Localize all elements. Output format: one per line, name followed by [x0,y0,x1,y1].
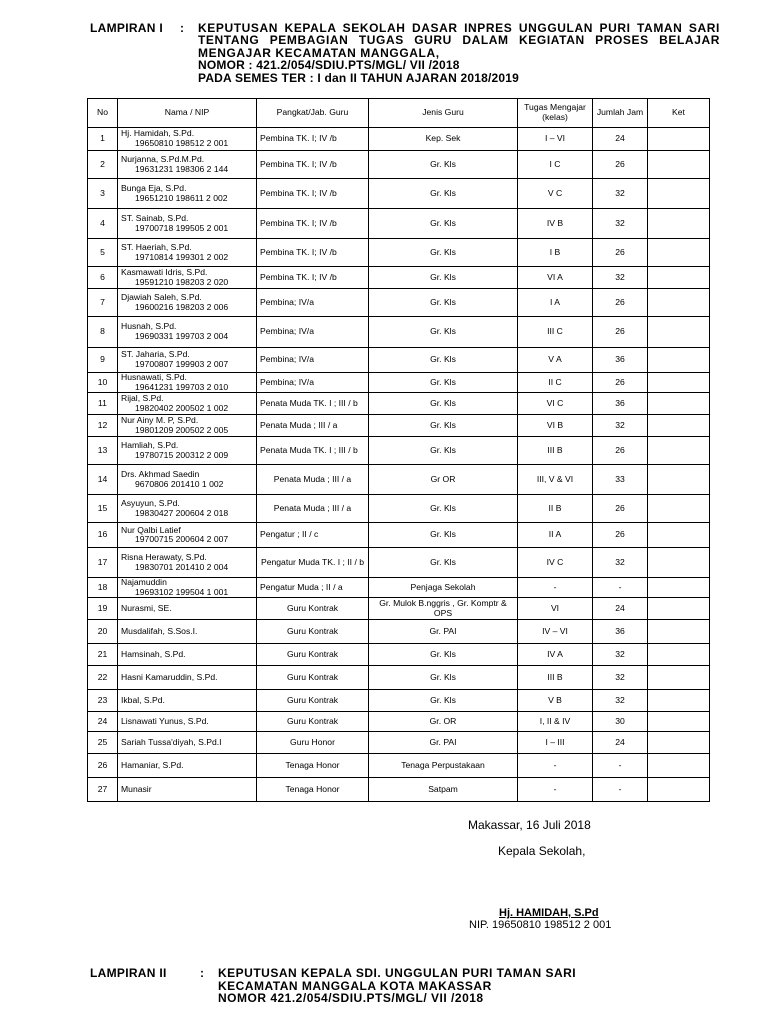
cell-hours: - [593,778,648,802]
cell-hours: 26 [593,523,648,548]
cell-note [648,239,710,267]
cell-class: - [518,578,593,598]
teacher-nip: 19700718 199505 2 001 [135,222,229,233]
cell-rank: Guru Kontrak [257,712,369,732]
cell-rank: Tenaga Honor [257,778,369,802]
cell-no: 22 [88,666,118,690]
cell-note [648,778,710,802]
cell-hours: 26 [593,495,648,523]
col-header-hours: Jumlah Jam [593,99,648,128]
cell-name-nip [118,209,257,239]
cell-teacher-type: Gr. Kls [369,415,518,437]
decree-semester: PADA SEMES TER : I dan II TAHUN AJARAN 2018/2019 [198,70,520,85]
cell-no: 13 [88,437,118,465]
cell-name-nip [118,495,257,523]
cell-hours: 24 [593,128,648,151]
table-row [88,151,710,179]
cell-no: 15 [88,495,118,523]
cell-note [648,644,710,666]
teacher-nip: 9670806 201410 1 002 [135,478,224,489]
teacher-name: Hamliah, S.Pd. [121,440,179,451]
cell-name-nip [118,289,257,317]
teacher-name: Rijal, S.Pd. [121,393,164,404]
teacher-name: Kasmawati Idris, S.Pd. [121,266,208,277]
cell-class: III B [518,437,593,465]
cell-name-nip [118,712,257,732]
cell-note [648,179,710,209]
cell-name-nip [118,644,257,666]
table-row [88,644,710,666]
cell-name-nip [118,465,257,495]
cell-teacher-type: Gr. PAI [369,732,518,754]
cell-note [648,666,710,690]
teacher-name: ST. Jaharia, S.Pd. [121,349,190,360]
teacher-nip: 19780715 200312 2 009 [135,449,229,460]
cell-hours: 26 [593,317,648,348]
decree-title-line: MENGAJAR KECAMATAN MANGGALA, [198,45,440,60]
table-body [88,128,710,802]
cell-hours: 26 [593,437,648,465]
cell-no: 14 [88,465,118,495]
cell-class: VI B [518,415,593,437]
cell-class: I – III [518,732,593,754]
cell-note [648,415,710,437]
cell-rank: Guru Honor [257,732,369,754]
cell-note [648,151,710,179]
cell-teacher-type: Gr. Kls [369,317,518,348]
cell-teacher-type: Satpam [369,778,518,802]
teacher-nip: 19641231 199703 2 010 [135,381,229,392]
cell-name-nip [118,437,257,465]
cell-teacher-type: Gr. Kls [369,690,518,712]
cell-no: 3 [88,179,118,209]
table-row [88,317,710,348]
col-header-class: Tugas Mengajar (kelas) [518,99,593,128]
teacher-name: Drs. Akhmad Saedin [121,469,200,480]
decree-title [198,22,720,84]
cell-teacher-type: Gr. Kls [369,151,518,179]
cell-teacher-type: Gr. Kls [369,548,518,578]
cell-teacher-type: Gr. PAI [369,620,518,644]
teacher-name: ST. Haeriah, S.Pd. [121,241,192,252]
teacher-name: Nur Ainy M. P, S.Pd. [121,415,199,426]
cell-note [648,495,710,523]
teacher-name: Husnah, S.Pd. [121,321,177,332]
cell-name-nip [118,239,257,267]
cell-rank: Pengatur Muda TK. I ; II / b [257,548,369,578]
cell-note [648,209,710,239]
cell-rank: Guru Kontrak [257,666,369,690]
cell-note [648,465,710,495]
table-row [88,437,710,465]
teacher-name: Musdalifah, S.Sos.I. [121,626,198,637]
cell-class: VI A [518,267,593,289]
cell-class: - [518,778,593,802]
cell-teacher-type: Gr. Kls [369,495,518,523]
cell-hours: 36 [593,348,648,373]
cell-hours: 26 [593,373,648,393]
cell-class: - [518,754,593,778]
teacher-name: Munasir [121,784,152,795]
teacher-name: Hamsinah, S.Pd. [121,649,186,660]
col-header-note: Ket [648,99,710,128]
cell-name-nip [118,128,257,151]
cell-no: 6 [88,267,118,289]
teacher-nip: 19710814 199301 2 002 [135,251,229,262]
cell-no: 18 [88,578,118,598]
cell-rank: Pengatur Muda ; II / a [257,578,369,598]
teacher-nip: 19830701 201410 2 004 [135,561,229,572]
cell-class: IV C [518,548,593,578]
cell-rank: Pembina; IV/a [257,289,369,317]
cell-rank: Pembina; IV/a [257,317,369,348]
table-row [88,712,710,732]
cell-class: V C [518,179,593,209]
teacher-name: Djawiah Saleh, S.Pd. [121,291,202,302]
cell-class: I, II & IV [518,712,593,732]
cell-name-nip [118,393,257,415]
table-row [88,666,710,690]
table-row [88,598,710,620]
cell-rank: Penata Muda TK. I ; III / b [257,393,369,415]
cell-no: 5 [88,239,118,267]
cell-note [648,393,710,415]
teacher-nip: 19690331 199703 2 004 [135,331,229,341]
cell-note [648,373,710,393]
footer-colon: : [200,966,204,980]
cell-rank: Guru Kontrak [257,620,369,644]
cell-hours: 36 [593,620,648,644]
cell-hours: 24 [593,598,648,620]
cell-class: V B [518,690,593,712]
cell-class: II A [518,523,593,548]
table-row [88,620,710,644]
cell-hours: 32 [593,644,648,666]
teacher-nip: 19631231 198306 2 144 [135,163,229,174]
cell-name-nip [118,598,257,620]
teacher-nip: 19650810 198512 2 001 [135,138,229,148]
table-row [88,732,710,754]
cell-teacher-type: Gr. Kls [369,267,518,289]
cell-hours: 26 [593,289,648,317]
cell-note [648,712,710,732]
table-row [88,348,710,373]
cell-name-nip [118,778,257,802]
cell-rank: Pengatur ; II / c [257,523,369,548]
cell-class: III C [518,317,593,348]
cell-no: 7 [88,289,118,317]
cell-teacher-type: Gr. Mulok B.nggris , Gr. Komptr & OPS [369,598,518,620]
cell-rank: Penata Muda TK. I ; III / b [257,437,369,465]
cell-teacher-type: Gr. Kls [369,348,518,373]
cell-hours: 32 [593,209,648,239]
cell-name-nip [118,620,257,644]
cell-hours: - [593,754,648,778]
cell-rank: Pembina TK. I; IV /b [257,128,369,151]
cell-class: I A [518,289,593,317]
cell-name-nip [118,179,257,209]
teacher-name: Nurasmi, SE. [121,603,172,614]
teacher-name: ST. Sainab, S.Pd. [121,212,189,223]
cell-no: 10 [88,373,118,393]
col-header-rank: Pangkat/Jab. Guru [257,99,369,128]
cell-no: 2 [88,151,118,179]
cell-no: 4 [88,209,118,239]
teacher-name: Najamuddin [121,577,167,588]
cell-note [648,289,710,317]
cell-class: II C [518,373,593,393]
cell-no: 9 [88,348,118,373]
teacher-name: Hasni Kamaruddin, S.Pd. [121,672,218,683]
cell-no: 19 [88,598,118,620]
cell-no: 12 [88,415,118,437]
signature-place-date: Makassar, 16 Juli 2018 [468,818,591,832]
cell-teacher-type: Gr. Kls [369,289,518,317]
cell-hours: 24 [593,732,648,754]
cell-name-nip [118,523,257,548]
cell-class: V A [518,348,593,373]
cell-hours: 33 [593,465,648,495]
cell-name-nip [118,690,257,712]
cell-note [648,523,710,548]
cell-name-nip [118,548,257,578]
cell-teacher-type: Gr. Kls [369,666,518,690]
cell-note [648,732,710,754]
cell-class: I C [518,151,593,179]
cell-no: 1 [88,128,118,151]
cell-teacher-type: Gr. Kls [369,644,518,666]
cell-name-nip [118,151,257,179]
signatory-nip: NIP. 19650810 198512 2 001 [469,919,612,931]
appendix-2-number: NOMOR 421.2/054/SDIU.PTS/MGL/ VII /2018 [218,991,484,1006]
cell-no: 20 [88,620,118,644]
cell-note [648,548,710,578]
cell-note [648,598,710,620]
appendix-2-title-line: KECAMATAN MANGGALA KOTA MAKASSAR [218,978,492,993]
cell-teacher-type: Gr. Kls [369,437,518,465]
header-colon: : [180,21,184,35]
cell-no: 27 [88,778,118,802]
cell-name-nip [118,732,257,754]
cell-note [648,348,710,373]
cell-no: 11 [88,393,118,415]
table-header-row [88,99,710,128]
cell-rank: Pembina TK. I; IV /b [257,209,369,239]
cell-class: IV – VI [518,620,593,644]
cell-teacher-type: Gr. Kls [369,373,518,393]
cell-class: III, V & VI [518,465,593,495]
teacher-nip: 19700715 200604 2 007 [135,534,229,545]
teacher-name: Nurjanna, S.Pd.M.Pd. [121,153,205,164]
cell-class: II B [518,495,593,523]
decree-title-line: TENTANG PEMBAGIAN TUGAS GURU DALAM KEGIATAN PROSES BELAJAR [198,33,720,48]
table-row [88,373,710,393]
cell-teacher-type: Kep. Sek [369,128,518,151]
cell-teacher-type: Gr. Kls [369,239,518,267]
cell-hours: 36 [593,393,648,415]
cell-rank: Pembina; IV/a [257,348,369,373]
table-row [88,179,710,209]
cell-no: 25 [88,732,118,754]
cell-hours: 32 [593,415,648,437]
cell-teacher-type: Gr OR [369,465,518,495]
teacher-name: Bunga Eja, S.Pd. [121,182,187,193]
cell-note [648,437,710,465]
cell-class: VI C [518,393,593,415]
teacher-nip: 19591210 198203 2 020 [135,276,229,287]
table-row [88,548,710,578]
table-row [88,578,710,598]
cell-note [648,578,710,598]
teacher-nip: 19830427 200604 2 018 [135,507,229,518]
cell-class: IV A [518,644,593,666]
col-header-no: No [88,99,118,128]
cell-no: 8 [88,317,118,348]
signature-role: Kepala Sekolah, [498,844,586,858]
appendix-2-label: LAMPIRAN II [90,966,167,980]
cell-teacher-type: Gr. Kls [369,209,518,239]
table-row [88,465,710,495]
cell-class: VI [518,598,593,620]
teacher-nip: 19651210 198611 2 002 [135,192,228,203]
cell-teacher-type: Gr. Kls [369,179,518,209]
cell-name-nip [118,666,257,690]
cell-hours: 26 [593,151,648,179]
cell-rank: Pembina; IV/a [257,373,369,393]
cell-class: I – VI [518,128,593,151]
cell-rank: Guru Kontrak [257,690,369,712]
decree-number: NOMOR : 421.2/054/SDIU.PTS/MGL/ VII /2018 [198,58,460,73]
teacher-name: Ikbal, S.Pd. [121,695,165,706]
cell-hours: 30 [593,712,648,732]
teacher-name: Hj. Hamidah, S.Pd. [121,128,195,139]
table-row [88,754,710,778]
cell-no: 17 [88,548,118,578]
table-row [88,128,710,151]
teacher-nip: 19693102 199504 1 001 [135,586,229,597]
cell-rank: Penata Muda ; III / a [257,415,369,437]
cell-name-nip [118,754,257,778]
teacher-name: Risna Herawaty, S.Pd. [121,552,207,563]
cell-note [648,620,710,644]
cell-hours: 32 [593,690,648,712]
decree-title-line: KEPUTUSAN KEPALA SEKOLAH DASAR INPRES UNGGULAN PURI TAMAN SARI [198,21,720,35]
teacher-name: Asyuyun, S.Pd. [121,498,180,509]
cell-teacher-type: Penjaga Sekolah [369,578,518,598]
cell-class: III B [518,666,593,690]
teacher-name: Hamaniar, S.Pd. [121,760,184,771]
table-row [88,778,710,802]
table-row [88,239,710,267]
appendix-2-title-line: KEPUTUSAN KEPALA SDI. UNGGULAN PURI TAMAN SARI [218,966,577,980]
table-row [88,523,710,548]
teacher-name: Lisnawati Yunus, S.Pd. [121,716,209,727]
cell-no: 24 [88,712,118,732]
cell-note [648,267,710,289]
cell-hours: - [593,578,648,598]
cell-name-nip [118,317,257,348]
teacher-nip: 19820402 200502 1 002 [135,402,229,413]
signatory-name: Hj. HAMIDAH, S.Pd [499,907,599,919]
cell-rank: Pembina TK. I; IV /b [257,179,369,209]
document-header [90,22,720,84]
table-row [88,495,710,523]
cell-rank: Guru Kontrak [257,644,369,666]
cell-rank: Pembina TK. I; IV /b [257,239,369,267]
teacher-name: Sariah Tussa'diyah, S.Pd.I [121,737,222,748]
cell-hours: 32 [593,179,648,209]
col-header-teacher-type: Jenis Guru [369,99,518,128]
cell-hours: 26 [593,239,648,267]
document-footer [90,967,720,1005]
col-header-name: Nama / NIP [118,99,257,128]
teacher-name: Nur Qalbi Latief [121,524,181,535]
cell-no: 26 [88,754,118,778]
appendix-label: LAMPIRAN I [90,21,163,35]
cell-class: I B [518,239,593,267]
cell-note [648,317,710,348]
cell-note [648,128,710,151]
teacher-name: Husnawati, S.Pd. [121,372,187,382]
cell-teacher-type: Gr. Kls [369,393,518,415]
cell-class: IV B [518,209,593,239]
table-row [88,209,710,239]
cell-rank: Penata Muda ; III / a [257,495,369,523]
appendix-2-title [218,967,720,1005]
teacher-nip: 19600216 198203 2 006 [135,301,229,312]
cell-no: 21 [88,644,118,666]
cell-rank: Guru Kontrak [257,598,369,620]
cell-hours: 32 [593,267,648,289]
table-row [88,690,710,712]
cell-teacher-type: Tenaga Perpustakaan [369,754,518,778]
cell-teacher-type: Gr. Kls [369,523,518,548]
teacher-nip: 19801209 200502 2 005 [135,424,229,435]
teacher-nip: 19700807 199903 2 007 [135,359,229,369]
cell-note [648,754,710,778]
cell-no: 16 [88,523,118,548]
cell-name-nip [118,373,257,393]
table-row [88,393,710,415]
teacher-assignment-table [87,98,710,802]
cell-no: 23 [88,690,118,712]
table-row [88,267,710,289]
cell-teacher-type: Gr. OR [369,712,518,732]
cell-rank: Penata Muda ; III / a [257,465,369,495]
table-row [88,289,710,317]
table-row [88,415,710,437]
cell-rank: Pembina TK. I; IV /b [257,267,369,289]
cell-hours: 32 [593,548,648,578]
cell-name-nip [118,267,257,289]
cell-name-nip [118,348,257,373]
cell-name-nip [118,578,257,598]
cell-hours: 32 [593,666,648,690]
cell-note [648,690,710,712]
cell-rank: Pembina TK. I; IV /b [257,151,369,179]
cell-rank: Tenaga Honor [257,754,369,778]
cell-name-nip [118,415,257,437]
